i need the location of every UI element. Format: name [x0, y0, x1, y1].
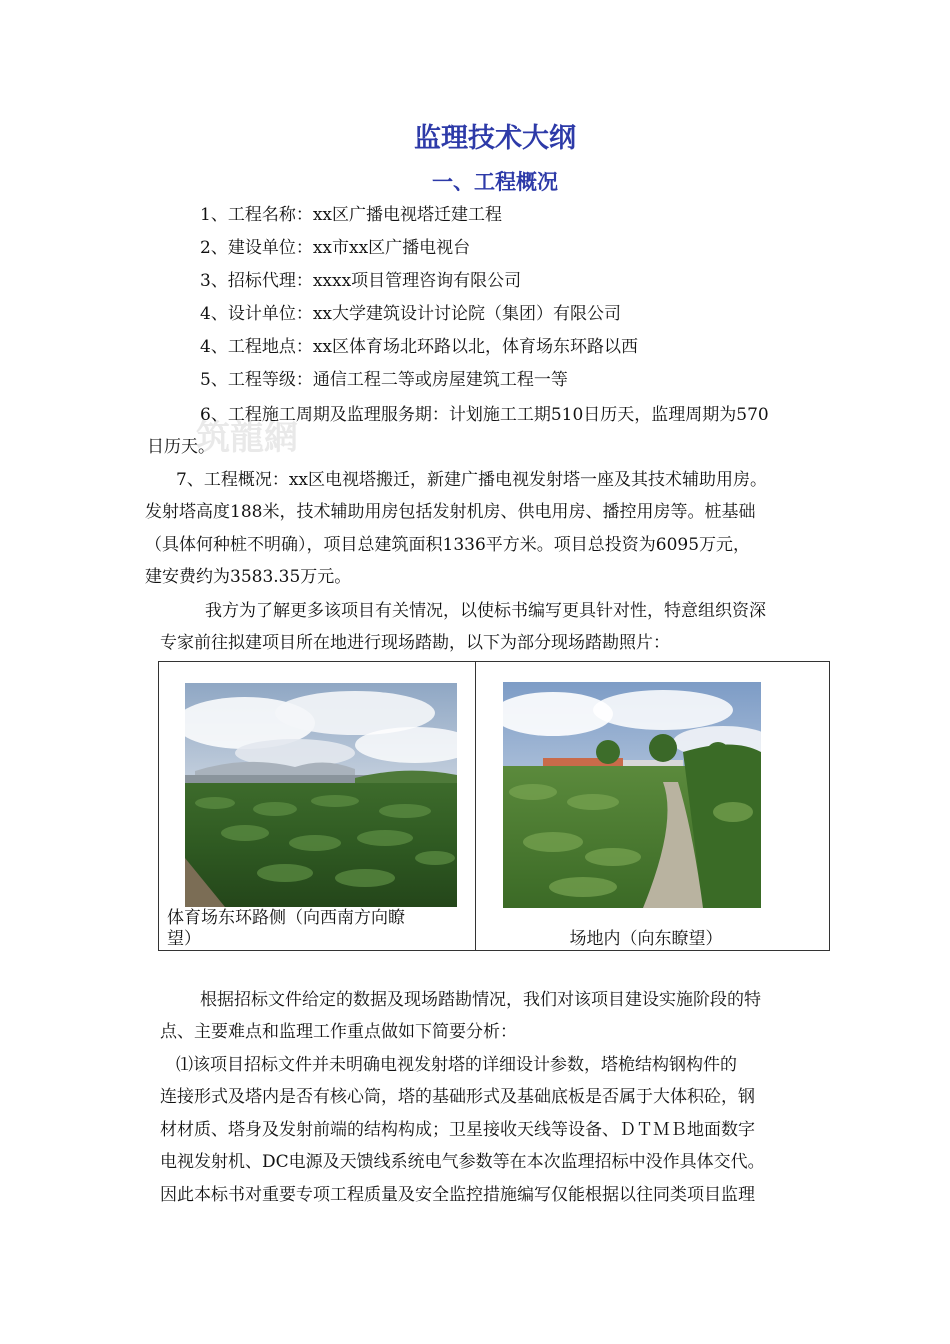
photo-caption-right: 场地内（向东瞭望）: [569, 929, 723, 949]
photo-cell-right: [475, 662, 829, 951]
point1-line-2: 连接形式及塔内是否有核心筒，塔的基础形式及基础底板是否属于大体积砼，钢: [160, 1087, 755, 1107]
project-grade: 5、工程等级：通信工程二等或房屋建筑工程一等: [200, 370, 568, 390]
site-photo-east: [503, 682, 761, 908]
survey-line-2: 专家前往拟建项目所在地进行现场踏勘，以下为部分现场踏勘照片：: [160, 633, 670, 653]
photo-cell-left: [159, 662, 476, 951]
section-heading: 一、工程概况: [432, 170, 558, 194]
photo-table: [158, 661, 830, 951]
overview-line-3: （具体何种桩不明确），项目总建筑面积1336平方米。项目总投资为6095万元，: [145, 535, 751, 555]
overview-line-2: 发射塔高度188米，技术辅助用房包括发射机房、供电用房、播控用房等。桩基础: [145, 502, 756, 522]
point1-line-4: 电视发射机、DC电源及天馈线系统电气参数等在本次监理招标中没作具体交代。: [160, 1152, 765, 1172]
overview-line-4: 建安费约为3583.35万元。: [145, 567, 352, 587]
project-location: 4、工程地点：xx区体育场北环路以北，体育场东环路以西: [200, 337, 638, 357]
point1-line-3: 材材质、塔身及发射前端的结构构成；卫星接收天线等设备、ＤＴＭＢ地面数字: [160, 1120, 755, 1140]
owner-unit: 2、建设单位：xx市xx区广播电视台: [200, 238, 471, 258]
document-title: 监理技术大纲: [414, 123, 576, 154]
point1-line-5: 因此本标书对重要专项工程质量及安全监控措施编写仅能根据以往同类项目监理: [160, 1185, 755, 1205]
analysis-line-1: 根据招标文件给定的数据及现场踏勘情况，我们对该项目建设实施阶段的特: [200, 990, 761, 1010]
photo-caption-left-line-2: 望）: [167, 929, 201, 949]
schedule-line-2: 日历天。: [147, 437, 215, 457]
point1-line-1: ⑴该项目招标文件并未明确电视发射塔的详细设计参数，塔桅结构钢构件的: [176, 1055, 737, 1075]
design-unit: 4、设计单位：xx大学建筑设计讨论院（集团）有限公司: [200, 304, 621, 324]
photo-caption-left-line-1: 体育场东环路侧（向西南方向瞭: [167, 908, 405, 928]
watermark: 筑龍網: [196, 418, 298, 458]
overview-line-1: 7、工程概况：xx区电视塔搬迁，新建广播电视发射塔一座及其技术辅助用房。: [176, 470, 767, 490]
project-name: 1、工程名称：xx区广播电视塔迁建工程: [200, 205, 502, 225]
site-photo-southwest: [185, 683, 457, 907]
tender-agent: 3、招标代理：xxxx项目管理咨询有限公司: [200, 271, 522, 291]
schedule-line-1: 6、工程施工周期及监理服务期：计划施工工期510日历天，监理周期为570: [200, 405, 769, 425]
analysis-line-2: 点、主要难点和监理工作重点做如下简要分析：: [160, 1022, 517, 1042]
survey-line-1: 我方为了解更多该项目有关情况，以使标书编写更具针对性，特意组织资深: [205, 601, 766, 621]
